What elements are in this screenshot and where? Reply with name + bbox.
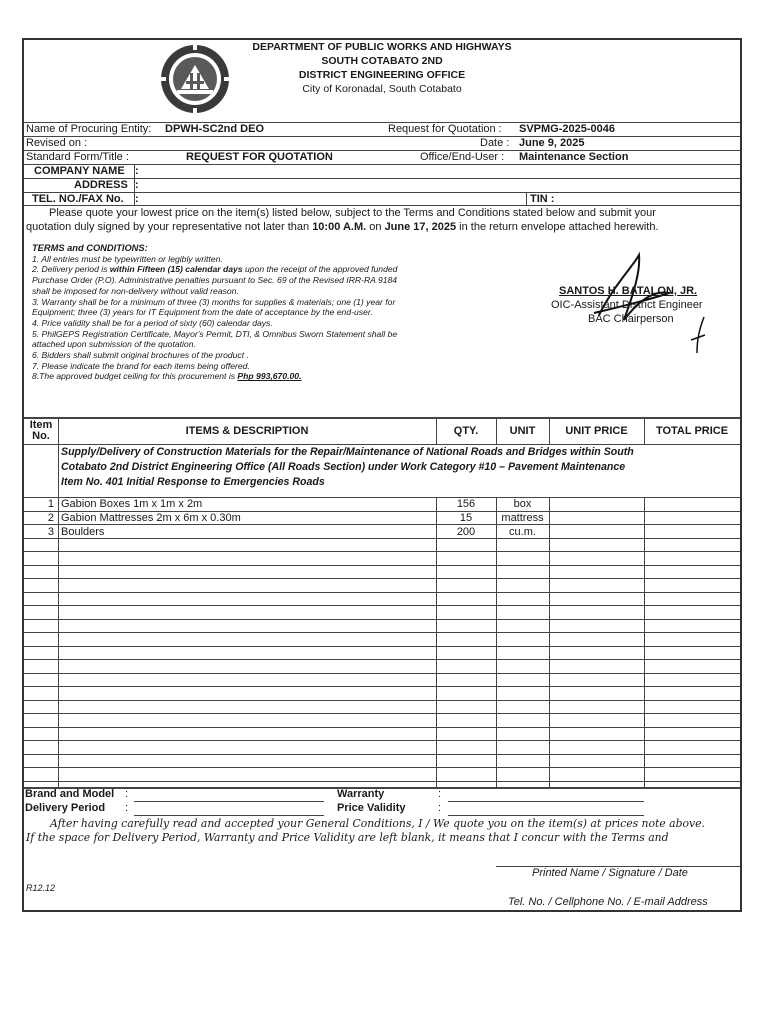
price-validity-label: Price Validity (337, 802, 406, 814)
warranty-field[interactable] (448, 801, 644, 802)
form-title-label: Standard Form/Title : (26, 151, 129, 163)
office-location: City of Koronadal, South Cotabato (302, 83, 462, 95)
delivery-period-label: Delivery Period (25, 802, 106, 814)
form-code: R12.12 (26, 883, 56, 893)
procuring-entity-value: DPWH-SC2nd DEO (165, 123, 264, 135)
agency-name: DEPARTMENT OF PUBLIC WORKS AND HIGHWAYS (252, 41, 512, 53)
signatory-name: SANTOS H. BATALON, JR. (559, 285, 698, 297)
address-label: ADDRESS (74, 179, 128, 191)
date-value: June 9, 2025 (519, 137, 585, 149)
col-unit-price: UNIT PRICE (565, 424, 628, 437)
date-label: Date : (480, 137, 510, 149)
office-name: DISTRICT ENGINEERING OFFICE (298, 69, 466, 81)
terms-and-conditions: TERMS and CONDITIONS: 1. All entries must be typewritten or legibly written. 2. Delivery period is within Fifteen (15) calendar days upon the receipt of the approved funded Purchase Order (P.O). Administrative penalties pursuant to Sec. 69 of the Revised IRR-RA 9184 shall be imposed for non-delivery without valid reason. 3. Warranty shall be for a minimum of three (3) months for supplies & materials; one (1) year for Equipment; three (3) years for IT Equipment from the date of acceptance by the end-user. 4. Price validity shall be for a period of sixty (60) calendar days. 5. PhilGEPS Registration Certificate, Mayor's Permit, DTI, & Omnibus Sworn Statement shall be attached upon submission of the quotation. 6. Bidders shall submit original brochures of the product . 7. Please indicate the brand for each items being offered. 8.The approved budget ceiling for this procurement is Php 993,670.00. (32, 243, 512, 382)
table-row-line (24, 605, 740, 606)
table-row-line (24, 767, 740, 768)
item-qty-3: 200 (456, 526, 476, 538)
table-row-line (24, 673, 740, 674)
item-no-3: 3 (47, 526, 54, 538)
warranty-label: Warranty (337, 788, 385, 800)
table-row-line (24, 592, 740, 593)
col-items-description: ITEMS & DESCRIPTION (185, 424, 309, 437)
table-row-line (24, 632, 740, 633)
intro-line-2: quotation duly signed by your representative not later than 10:00 A.M. on June 17, 2025 in the return envelope attached herewith. (26, 221, 659, 233)
table-row-line (24, 565, 740, 566)
item-unit-1: box (513, 498, 532, 510)
table-row-line (24, 727, 740, 728)
company-name-label: COMPANY NAME (34, 165, 125, 177)
tin-label: TIN : (530, 193, 555, 205)
delivery-period-field[interactable] (134, 815, 324, 816)
signatory-role: BAC Chairperson (588, 313, 674, 325)
table-row-line (24, 619, 740, 620)
item-no-1: 1 (47, 498, 54, 510)
item-desc-1: Gabion Boxes 1m x 1m x 2m (61, 498, 203, 510)
table-row-line (24, 538, 740, 539)
acceptance-line-1: After having carefully read and accepted your General Conditions, I / We quote you on the item(s) at prices note above. (50, 817, 705, 830)
table-row-line (24, 551, 740, 552)
item-unit-2: mattress (501, 512, 544, 524)
table-row-line (24, 659, 740, 660)
table-row-line (24, 578, 740, 579)
tel-fax-label: TEL. NO./FAX No. (32, 193, 124, 205)
item-desc-3: Boulders (61, 526, 105, 538)
table-row-line (24, 686, 740, 687)
table-row-line (24, 740, 740, 741)
terms-title: TERMS and CONDITIONS: (32, 243, 148, 253)
table-row-line (24, 754, 740, 755)
office-user-value: Maintenance Section (519, 151, 629, 163)
table-row-line (24, 781, 740, 782)
rfq-number: SVPMG-2025-0046 (519, 123, 615, 135)
item-desc-2: Gabion Mattresses 2m x 6m x 0.30m (61, 512, 241, 524)
form-title-value: REQUEST FOR QUOTATION (186, 151, 333, 163)
signatory-title: OIC-Assistant District Engineer (551, 299, 703, 311)
col-qty: QTY. (453, 424, 479, 437)
revised-label: Revised on : (26, 137, 88, 149)
contact-caption: Tel. No. / Cellphone No. / E-mail Address (508, 896, 708, 908)
office-user-label: Office/End-User : (420, 151, 505, 163)
col-total-price: TOTAL PRICE (655, 424, 729, 437)
col-item-no: Item No. (29, 419, 53, 442)
rfq-label: Request for Quotation : (388, 123, 502, 135)
rfq-form: DEPARTMENT OF PUBLIC WORKS AND HIGHWAYS SOUTH COTABATO 2ND DISTRICT ENGINEERING OFFICE City of Koronadal, South Cotabato Name of Procuring Entity: DPWH-SC2nd DEO Request for Quotation : SVPMG-2025-0046 Revised on : Date : June 9, 2025 Standard Form/Title : REQUEST FOR QUOTATION Office/End-User : Maintenance Section COMPANY NAME : ADDRESS : TEL. NO./FAX No. : TIN : Please quote your lowest price on the item(s) listed below, subject to the Terms and Conditions stated below and submit your quotation duly signed by your representative not later than 10:00 A.M. on June 17, 2025 in the return envelope attached herewith. TERMS and CONDITIONS: 1. All entries must be typewritten or legibly written. 2. Delivery period is within Fifteen (15) calendar days upon the receipt of the approved funded Purchase Order (P.O). Administrative penalties pursuant to Sec. 69 of the Revised IRR-RA 9184 shall be imposed for non-delivery without valid reason. 3. Warranty shall be for a minimum of three (3) months for supplies & materials; one (1) year for Equipment; three (3) years for IT Equipment from the date of acceptance by the end-user. 4. Price validity shall be for a period of sixty (60) calendar days. 5. PhilGEPS Registration Certificate, Mayor's Permit, DTI, & Omnibus Sworn Statement shall be attached upon submission of the quotation. 6. Bidders shall submit original brochures of the product . 7. Please indicate the brand for each items being offered. 8.The approved budget ceiling for this procurement is Php 993,670.00. SANTOS H. BATALON, JR. OIC-Assistant District Engineer BAC Chairperson Item No. ITEMS & DESCRIPTION QTY. UNIT UNIT PRICE TOTAL PRICE Supply/Delivery of Construction Materials for the Repair/Maintenance of National Roads and Bridges within South Cotabato 2nd District Engineering Office (All Roads Section) under Work Category #10 – Pavement Maintenance Item No. 401 Initial Response to Emergencies Roads 1 Gabion Boxes 1m x 1m x 2m 156 box 2 Gabion Mattresses 2m x 6m x 0.30m 15 mattress 3 Boulders 200 cu.m. Brand and Model : Warranty : Delivery Period : Price Validity : After having carefully read and accepted your General Conditions, I / We quote you on the item(s) at prices note above. If the space for Delivery Period, Warranty and Price Validity are left blank, it means that I concur with the Terms and Printed Name / Signature / Date R12.12 Tel. No. / Cellphone No. / E-mail Address (22, 38, 742, 912)
table-row-line (24, 700, 740, 701)
table-row-line (24, 646, 740, 647)
intro-line-1: Please quote your lowest price on the item(s) listed below, subject to the Terms and Conditions stated below and submit your (49, 207, 656, 219)
district-name: SOUTH COTABATO 2ND (321, 55, 443, 67)
brand-model-field[interactable] (134, 801, 324, 802)
acceptance-line-2: If the space for Delivery Period, Warranty and Price Validity are left blank, it means that I concur with the Terms and (26, 831, 669, 844)
procuring-entity-label: Name of Procuring Entity: (26, 123, 152, 135)
col-unit: UNIT (509, 424, 536, 437)
brand-model-label: Brand and Model (25, 788, 115, 800)
price-validity-field[interactable] (448, 815, 644, 816)
printed-name-caption: Printed Name / Signature / Date (532, 867, 688, 879)
item-no-2: 2 (47, 512, 54, 524)
item-qty-2: 15 (459, 512, 473, 524)
project-description: Supply/Delivery of Construction Materials for the Repair/Maintenance of National Roads and Bridges within South Cotabato 2nd District Engineering Office (All Roads Section) under Work Category #10 – Pavement Maintenance Item No. 401 Initial Response to Emergencies Roads (61, 446, 634, 488)
table-row-line (24, 713, 740, 714)
item-unit-3: cu.m. (509, 526, 536, 538)
item-qty-1: 156 (456, 498, 476, 510)
